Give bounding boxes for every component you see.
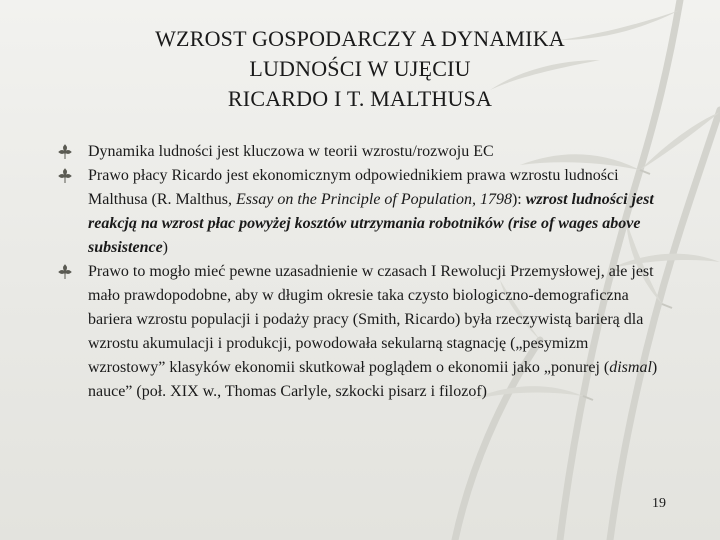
essay-title: Essay on the Principle of Population, 1798 — [236, 191, 512, 208]
bullet-text: Dynamika ludności jest kluczowa w teorii wzrostu/rozwoju EC — [88, 143, 494, 160]
bullet-text: ) — [162, 239, 168, 256]
fleur-bullet-icon — [58, 264, 72, 280]
bullet-text: Prawo płacy Ricardo jest ekonomicznym odpowiednikiem prawa wzrostu ludności Malthusa (R. Malthus, — [88, 167, 619, 208]
title-line-1: WZROST GOSPODARCZY A DYNAMIKA — [155, 26, 565, 51]
dismal-term: dismal — [609, 359, 652, 376]
bullet-item-3 — [88, 260, 668, 404]
fleur-bullet-icon — [58, 168, 72, 184]
bullet-item-1 — [88, 140, 668, 164]
fleur-bullet-icon — [58, 144, 72, 160]
slide-title — [60, 24, 660, 114]
bullet-text: ): — [511, 191, 526, 208]
bullet-item-2 — [88, 164, 668, 260]
slide-number: 19 — [652, 496, 666, 511]
title-line-2: LUDNOŚCI W UJĘCIU — [249, 56, 471, 81]
key-claim: wzrost ludności jest reakcją na wzrost płac powyżej kosztów utrzymania robotników (rise of wages above subsistence — [88, 191, 654, 256]
bullet-text: Prawo to mogło mieć pewne uzasadnienie w czasach I Rewolucji Przemysłowej, ale jest mało prawdopodobne, aby w długim okresie taka czysto biologiczno-demograficzna bariera wzrostu populacji i podaży pracy (Smith, Ricardo) była rzeczywistą barierą dla wzrostu akumulacji i produkcji, powodowała sekularną stagnację („pesymizm wzrostowy” klasyków ekonomii skutkował poglądem o ekonomii jako „ponurej ( — [88, 263, 654, 376]
title-line-3: RICARDO I T. MALTHUSA — [227, 86, 493, 111]
bullet-list — [88, 140, 668, 404]
bullet-text: ) nauce” (poł. XIX w., Thomas Carlyle, szkocki pisarz i filozof) — [88, 359, 658, 400]
